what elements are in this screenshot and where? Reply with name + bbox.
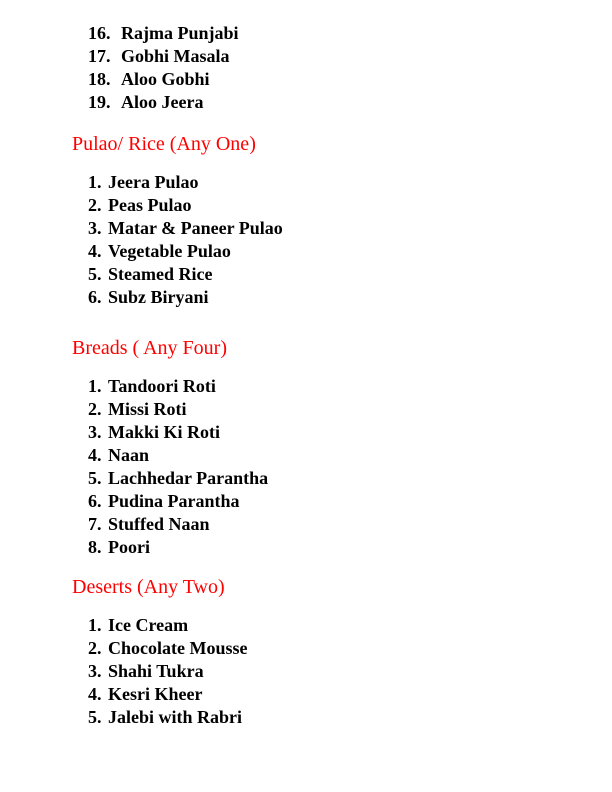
- item-number: 2.: [88, 638, 102, 658]
- list-item: [88, 286, 283, 309]
- item-number: 1.: [88, 172, 102, 192]
- item-number: 1.: [88, 376, 102, 396]
- item-number: 7.: [88, 514, 102, 534]
- list-item: [88, 45, 239, 68]
- list-item: [88, 444, 268, 467]
- item-text: Tandoori Roti: [108, 376, 216, 396]
- item-text: Poori: [108, 537, 150, 557]
- item-number: 4.: [88, 684, 102, 704]
- pulao-rice-list: [88, 171, 283, 309]
- item-text: Missi Roti: [108, 399, 187, 419]
- section-heading-breads: Breads ( Any Four): [72, 337, 227, 359]
- list-item: [88, 637, 247, 660]
- item-text: Pudina Parantha: [108, 491, 240, 511]
- item-text: Peas Pulao: [108, 195, 192, 215]
- item-number: 5.: [88, 707, 102, 727]
- list-item: [88, 194, 283, 217]
- item-text: Jeera Pulao: [108, 172, 199, 192]
- item-number: 4.: [88, 241, 102, 261]
- item-number: 3.: [88, 218, 102, 238]
- item-text: Ice Cream: [108, 615, 189, 635]
- item-text: Naan: [108, 445, 150, 465]
- item-number: 1.: [88, 615, 102, 635]
- section-heading-pulao-rice: Pulao/ Rice (Any One): [72, 133, 256, 155]
- list-item: [88, 706, 247, 729]
- item-number: 18.: [88, 69, 111, 89]
- list-item: [88, 467, 268, 490]
- item-text: Shahi Tukra: [108, 661, 204, 681]
- item-number: 6.: [88, 491, 102, 511]
- list-item: [88, 614, 247, 637]
- item-text: Jalebi with Rabri: [108, 707, 243, 727]
- item-text: Stuffed Naan: [108, 514, 210, 534]
- item-number: 5.: [88, 468, 102, 488]
- item-text: Vegetable Pulao: [108, 241, 231, 261]
- item-number: 8.: [88, 537, 102, 557]
- list-item: [88, 263, 283, 286]
- item-text: Makki Ki Roti: [108, 422, 221, 442]
- item-text: Chocolate Mousse: [108, 638, 248, 658]
- list-item: [88, 68, 239, 91]
- item-number: 4.: [88, 445, 102, 465]
- item-text: Aloo Gobhi: [121, 69, 210, 89]
- list-item: [88, 22, 239, 45]
- item-number: 3.: [88, 422, 102, 442]
- list-item: [88, 660, 247, 683]
- list-item: [88, 421, 268, 444]
- breads-list: [88, 375, 268, 559]
- list-item: [88, 375, 268, 398]
- list-item: [88, 398, 268, 421]
- item-text: Rajma Punjabi: [121, 23, 239, 43]
- item-number: 2.: [88, 399, 102, 419]
- item-text: Matar & Paneer Pulao: [108, 218, 283, 238]
- item-text: Lachhedar Parantha: [108, 468, 269, 488]
- item-text: Steamed Rice: [108, 264, 213, 284]
- item-text: Subz Biryani: [108, 287, 209, 307]
- item-text: Aloo Jeera: [121, 92, 204, 112]
- item-number: 19.: [88, 92, 111, 112]
- list-item: [88, 683, 247, 706]
- list-item: [88, 217, 283, 240]
- item-text: Kesri Kheer: [108, 684, 203, 704]
- item-text: Gobhi Masala: [121, 46, 230, 66]
- item-number: 6.: [88, 287, 102, 307]
- veg-continued-list: [88, 22, 239, 114]
- list-item: [88, 513, 268, 536]
- item-number: 17.: [88, 46, 111, 66]
- list-item: [88, 490, 268, 513]
- deserts-list: [88, 614, 247, 729]
- item-number: 5.: [88, 264, 102, 284]
- list-item: [88, 240, 283, 263]
- list-item: [88, 536, 268, 559]
- list-item: [88, 91, 239, 114]
- item-number: 2.: [88, 195, 102, 215]
- section-heading-deserts: Deserts (Any Two): [72, 576, 225, 598]
- item-number: 16.: [88, 23, 111, 43]
- item-number: 3.: [88, 661, 102, 681]
- list-item: [88, 171, 283, 194]
